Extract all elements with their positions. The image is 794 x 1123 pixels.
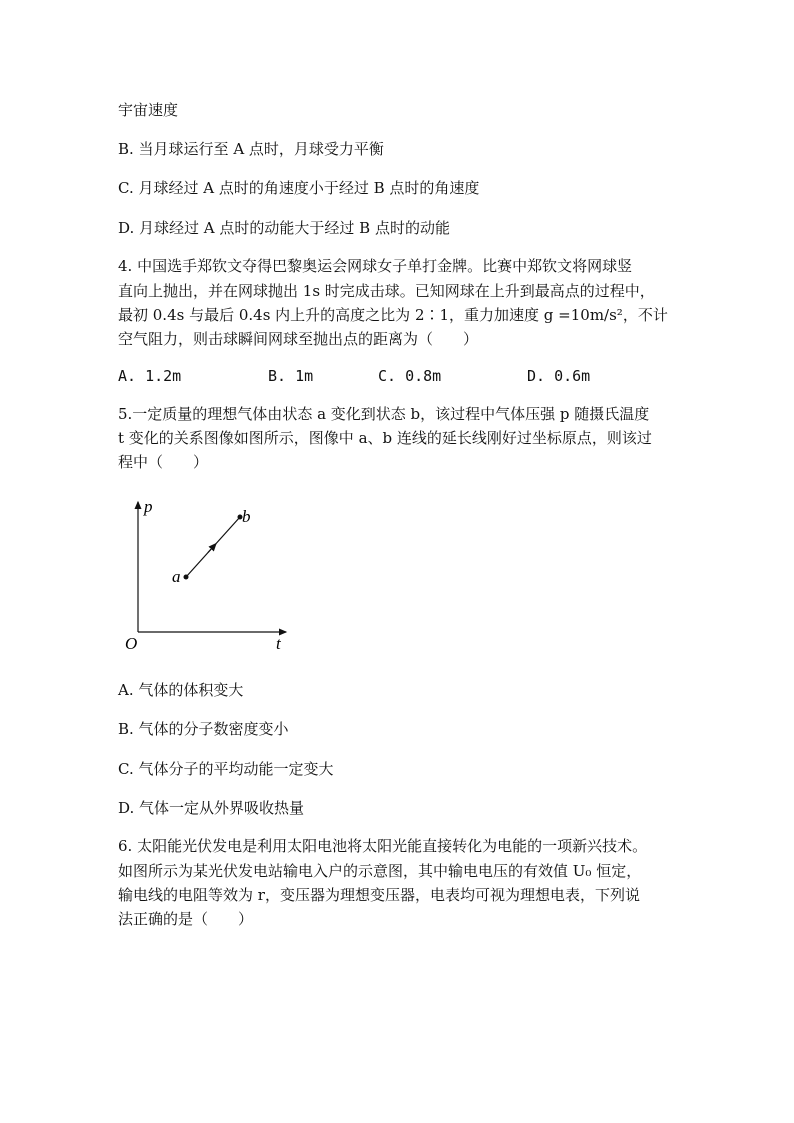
q4-stem-line1: 4. 中国选手郑钦文夺得巴黎奥运会网球女子单打金牌。比赛中郑钦文将网球竖 — [118, 257, 633, 275]
y-axis-label: p — [144, 497, 153, 516]
q4-option-d: D. 0.6m — [527, 367, 591, 385]
direction-arrow — [208, 544, 216, 553]
point-a — [184, 575, 189, 580]
q5-option-c: C. 气体分子的平均动能一定变大 — [118, 760, 334, 778]
origin-label: O — [125, 634, 138, 653]
q4-stem-line3: 最初 0.4s 与最后 0.4s 内上升的高度之比为 2∶1，重力加速度 g =10m/s²，不计 — [118, 306, 668, 324]
q6-stem-line4: 法正确的是（ ） — [118, 910, 254, 928]
q5-option-a: A. 气体的体积变大 — [118, 681, 244, 699]
q4-option-c: C. 0.8m — [378, 367, 442, 385]
q3-continuation: 宇宙速度 — [118, 101, 179, 119]
q3-option-d: D. 月球经过 A 点时的动能大于经过 B 点时的动能 — [118, 219, 450, 237]
q5-option-b: B. 气体的分子数密度变小 — [118, 720, 289, 738]
q4-stem-line4: 空气阻力，则击球瞬间网球至抛出点的距离为（ ） — [118, 330, 479, 348]
point-a-label: a — [172, 567, 181, 586]
x-axis-label: t — [276, 634, 281, 653]
p-t-graph — [118, 492, 298, 654]
q6-stem-line3: 输电线的电阻等效为 r，变压器为理想变压器，电表均可视为理想电表，下列说 — [118, 886, 640, 904]
q6-stem-line1: 6. 太阳能光伏发电是利用太阳电池将太阳光能直接转化为电能的一项新兴技术。 — [118, 837, 648, 855]
q5-stem-line3: 程中（ ） — [118, 453, 209, 471]
q5-option-d: D. 气体一定从外界吸收热量 — [118, 799, 305, 817]
point-b-label: b — [242, 507, 251, 526]
q5-stem-line2: t 变化的关系图像如图所示，图像中 a、b 连线的延长线刚好过坐标原点，则该过 — [118, 429, 652, 447]
q3-option-b: B. 当月球运行至 A 点时，月球受力平衡 — [118, 140, 384, 158]
q6-stem-line2: 如图所示为某光伏发电站输电入户的示意图，其中输电电压的有效值 U₀ 恒定， — [118, 862, 642, 880]
q4-option-b: B. 1m — [268, 367, 314, 385]
q4-option-a: A. 1.2m — [118, 367, 182, 385]
q5-stem-line1: 5.一定质量的理想气体由状态 a 变化到状态 b，该过程中气体压强 p 随摄氏温度 — [118, 405, 650, 423]
q4-stem-line2: 直向上抛出，并在网球抛出 1s 时完成击球。已知网球在上升到最高点的过程中， — [118, 282, 655, 300]
q3-option-c: C. 月球经过 A 点时的角速度小于经过 B 点时的角速度 — [118, 179, 480, 197]
